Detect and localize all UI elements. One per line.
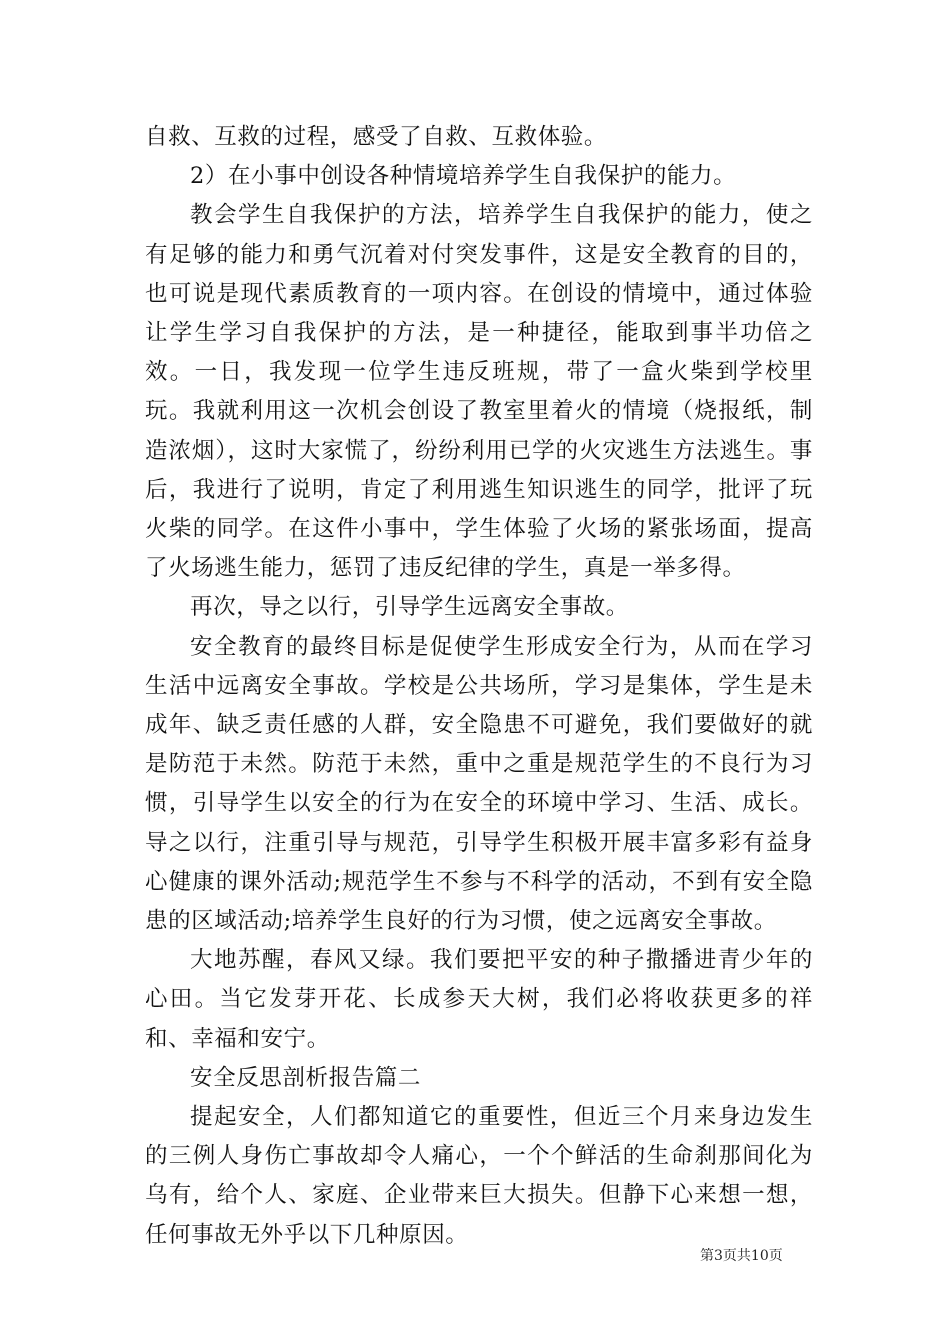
paragraph-section-intro: 提起安全，人们都知道它的重要性，但近三个月来身边发生的三例人身伤亡事故却令人痛心，一个个鲜活的生命刹那间化为乌有，给个人、家庭、企业带来巨大损失。但静下心来想一想，任何事故无外乎以下几种原因。: [145, 1104, 813, 1248]
paragraph-safety-goal: 安全教育的最终目标是促使学生形成安全行为，从而在学习生活中远离安全事故。学校是公共场所，学习是集体，学生是未成年、缺乏责任感的人群，安全隐患不可避免，我们要做好的就是防范于未然。防范于未然，重中之重是规范学生的不良行为习惯，引导学生以安全的行为在安全的环境中学习、生活、成长。导之以行，注重引导与规范，引导学生积极开展丰富多彩有益身心健康的课外活动;规范学生不参与不科学的活动，不到有安全隐患的区域活动;培养学生良好的行为习惯，使之远离安全事故。: [145, 633, 813, 935]
paragraph-continuation: 自救、互救的过程，感受了自救、互救体验。: [145, 124, 608, 150]
paragraph-conclusion: 大地苏醒，春风又绿。我们要把平安的种子撒播进青少年的心田。当它发芽开花、长成参天大树，我们必将收获更多的祥和、幸福和安宁。: [145, 947, 813, 1052]
section-title: 安全反思剖析报告篇二: [190, 1064, 422, 1091]
paragraph-subheading: 2）在小事中创设各种情境培养学生自我保护的能力。: [190, 163, 737, 190]
paragraph-heading-guidance: 再次，导之以行，引导学生远离安全事故。: [190, 594, 629, 621]
paragraph-self-protection: 教会学生自我保护的方法，培养学生自我保护的能力，使之有足够的能力和勇气沉着对付突发事件，这是安全教育的目的，也可说是现代素质教育的一项内容。在创设的情境中，通过体验让学生学习自我保护的方法，是一种捷径，能取到事半功倍之效。一日，我发现一位学生违反班规，带了一盒火柴到学校里玩。我就利用这一次机会创设了教室里着火的情境（烧报纸，制造浓烟），这时大家慌了，纷纷利用已学的火灾逃生方法逃生。事后，我进行了说明，肯定了利用逃生知识逃生的同学，批评了玩火柴的同学。在这件小事中，学生体验了火场的紧张场面，提高了火场逃生能力，惩罚了违反纪律的学生，真是一举多得。: [145, 202, 813, 582]
page-number: 第3页共10页: [700, 1248, 783, 1264]
document-body: [145, 118, 813, 1255]
